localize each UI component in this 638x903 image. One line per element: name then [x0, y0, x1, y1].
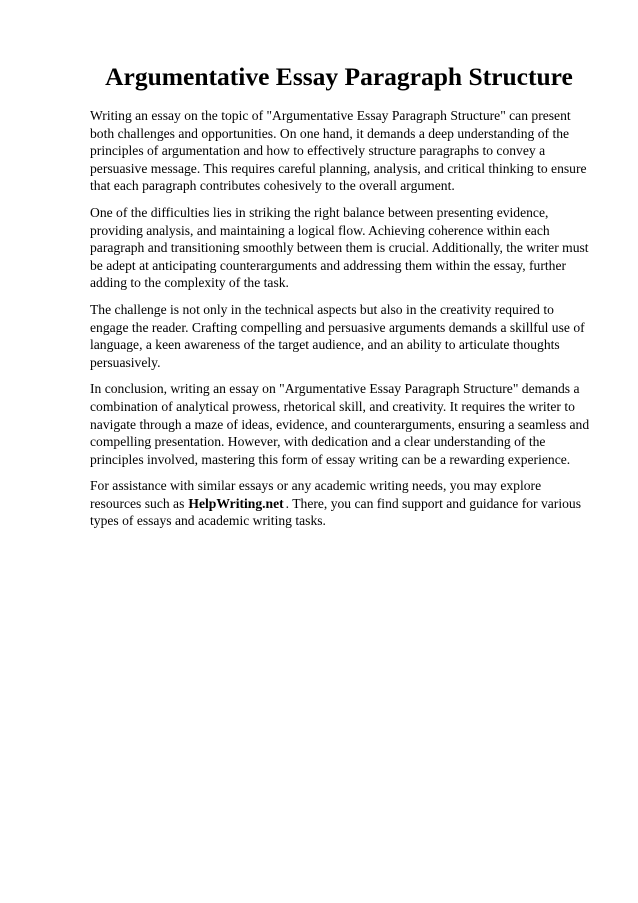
closing-text-before-link: For assistance with similar essays or any academic writing needs, you may explore resources such as — [90, 478, 542, 511]
paragraph-conclusion: In conclusion, writing an essay on "Argumentative Essay Paragraph Structure" demands a combination of analytical prowess, rhetorical skill, and creativity. It requires the writer to navigate through a maze of ideas, evidence, and counterarguments, ensuring a seamless and compelling presentation. However, with dedication and a clear understanding of the principles involved, mastering this form of essay writing can be a rewarding experience. — [90, 381, 590, 467]
page-title: Argumentative Essay Paragraph Structure — [105, 62, 573, 91]
helpwriting-link[interactable]: HelpWriting.net — [188, 495, 284, 511]
paragraph-challenge: The challenge is not only in the technical aspects but also in the creativity required to engage the reader. Crafting compelling and persuasive arguments demands a skillful use of language, a keen awareness of the target audience, and an ability to articulate thoughts persuasively. — [90, 301, 585, 370]
paragraph-difficulties: One of the difficulties lies in striking the right balance between presenting evidence, providing analysis, and maintaining a logical flow. Achieving coherence within each paragraph and transitioning smoothly between them is crucial. Additionally, the writer must be adept at anticipating counterarguments and addressing them within the essay, further adding to the complexity of the task. — [90, 204, 589, 291]
closing-text-after-link: . There, you can find support and guidance for various types of essays and academic writing tasks. — [90, 495, 581, 529]
paragraph-intro: Writing an essay on the topic of "Argumentative Essay Paragraph Structure" can present both challenges and opportunities. On one hand, it demands a deep understanding of the principles of argumentation and how to effectively structure paragraphs to convey a persuasive message. This requires careful planning, analysis, and critical thinking to ensure that each paragraph contributes cohesively to the overall argument. — [90, 108, 587, 194]
paragraph-closing — [90, 477, 594, 530]
